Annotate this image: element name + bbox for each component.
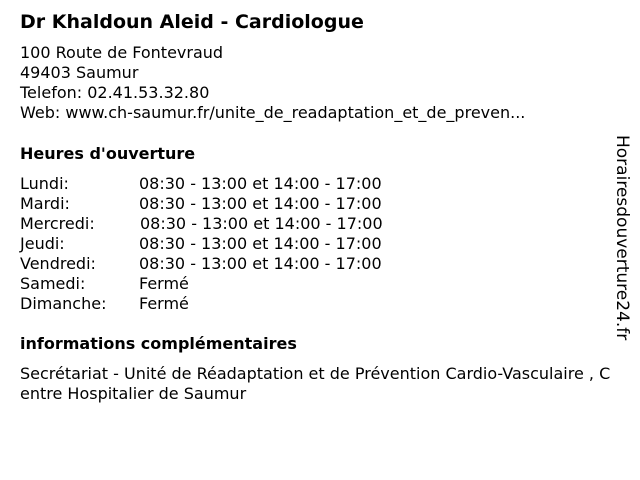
page-title: Dr Khaldoun Aleid - Cardiologue [20, 11, 364, 33]
day-hours: 08:30 - 13:00 et 14:00 - 17:00 [140, 214, 383, 233]
day-hours: 08:30 - 13:00 et 14:00 - 17:00 [139, 254, 382, 273]
day-label: Vendredi: [20, 254, 96, 273]
day-hours: 08:30 - 13:00 et 14:00 - 17:00 [139, 234, 382, 253]
day-label: Dimanche: [20, 294, 107, 313]
additional-info-text: Secrétariat - Unité de Réadaptation et de Prévention Cardio-Vasculaire , Centre Hospitalier de Saumur [20, 364, 611, 403]
phone-number[interactable]: Telefon: 02.41.53.32.80 [20, 83, 210, 102]
additional-info-heading: informations complémentaires [20, 334, 297, 353]
contact-block [20, 43, 525, 123]
day-hours: 08:30 - 13:00 et 14:00 - 17:00 [139, 194, 382, 213]
day-label: Mardi: [20, 194, 70, 213]
city-postcode: 49403 Saumur [20, 63, 139, 82]
day-label: Mercredi: [20, 214, 95, 233]
day-label: Samedi: [20, 274, 86, 293]
street-address: 100 Route de Fontevraud [20, 43, 224, 62]
watermark-text: Horairesdouverture24.fr [612, 135, 632, 341]
website-link[interactable]: Web: www.ch-saumur.fr/unite_de_readaptation_et_de_preven... [20, 103, 526, 122]
site-watermark [612, 135, 636, 345]
day-hours: Fermé [139, 294, 189, 313]
opening-hours-heading: Heures d'ouverture [20, 144, 196, 163]
day-hours: Fermé [139, 274, 189, 293]
day-label: Jeudi: [20, 234, 65, 253]
day-hours: 08:30 - 13:00 et 14:00 - 17:00 [139, 174, 382, 193]
day-label: Lundi: [20, 174, 69, 193]
